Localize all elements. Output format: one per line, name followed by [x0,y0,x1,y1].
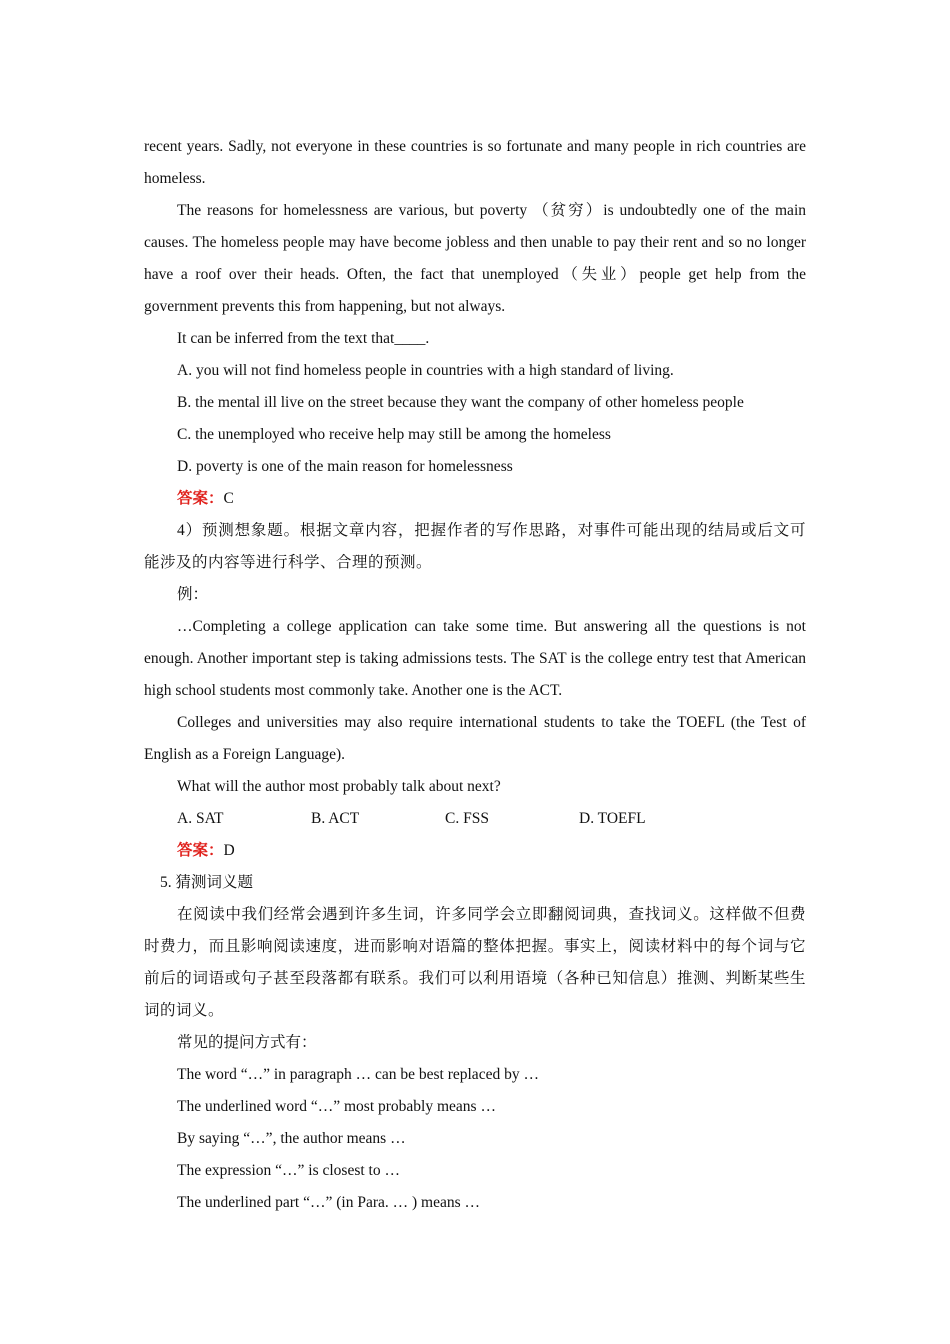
option-d: D. TOEFL [579,810,646,827]
option-b: B. the mental ill live on the street because they want the company of other homeless people [177,394,744,411]
option-d: D. poverty is one of the main reason for homelessness [177,458,513,475]
section5-heading: 5. 猜测词义题 [160,874,254,891]
option-a: A. you will not find homeless people in countries with a high standard of living. [177,362,674,379]
answer-value: C [223,490,234,507]
answer-line [144,483,806,515]
section5-intro: 在阅读中我们经常会遇到许多生词，许多同学会立即翻阅词典，查找词义。这样做不但费时费力，而且影响阅读速度，进而影响对语篇的整体把握。事实上，阅读材料中的每个词与它前后的词语或句子甚至段落都有联系。我们可以利用语境（各种已知信息）推测、判断某些生词的词义。 [144,906,806,1019]
section4-paragraph1: …Completing a college application can take some time. But answering all the questions is not enough. Another important step is taking admissions tests. The SAT is the college entry test that American high school students most commonly take. Another one is the ACT. [144,618,806,699]
passage1-paragraph2: The reasons for homelessness are various, but poverty （贫穷）is undoubtedly one of the main causes. The homeless people may have become jobless and then unable to pay their rent and so no longer have a roof over their heads. Often, the fact that unemployed（失业）people get help from the government prevents this from happening, but not always. [144,202,806,315]
passage1-paragraph1: recent years. Sadly, not everyone in these countries is so fortunate and many people in rich countries are homeless. [144,138,806,187]
option-c: C. the unemployed who receive help may still be among the homeless [177,426,611,443]
option-c: C. FSS [445,810,489,827]
section4-options [144,803,806,835]
pattern-item: The expression “…” is closest to … [177,1162,400,1179]
question-stem: It can be inferred from the text that____. [177,330,430,347]
page-content [144,131,806,1219]
common-question-label: 常见的提问方式有： [177,1034,317,1051]
answer-line [144,835,806,867]
pattern-item: The underlined part “…” (in Para. … ) means … [177,1194,481,1211]
answer-value: D [223,842,235,859]
answer-label: 答案： [177,490,224,507]
section4-paragraph2: Colleges and universities may also require international students to take the TOEFL (the Test of English as a Foreign Language). [144,714,806,763]
pattern-item: The underlined word “…” most probably means … [177,1098,496,1115]
pattern-item: The word “…” in paragraph … can be best replaced by … [177,1066,539,1083]
pattern-item: By saying “…”, the author means … [177,1130,406,1147]
answer-label: 答案： [177,842,224,859]
section4-question: What will the author most probably talk about next? [177,778,501,795]
section4-heading: 4）预测想象题。根据文章内容，把握作者的写作思路，对事件可能出现的结局或后文可能涉及的内容等进行科学、合理的预测。 [144,522,806,571]
option-b: B. ACT [311,810,360,827]
example-label: 例： [177,586,209,603]
option-a: A. SAT [177,810,224,827]
